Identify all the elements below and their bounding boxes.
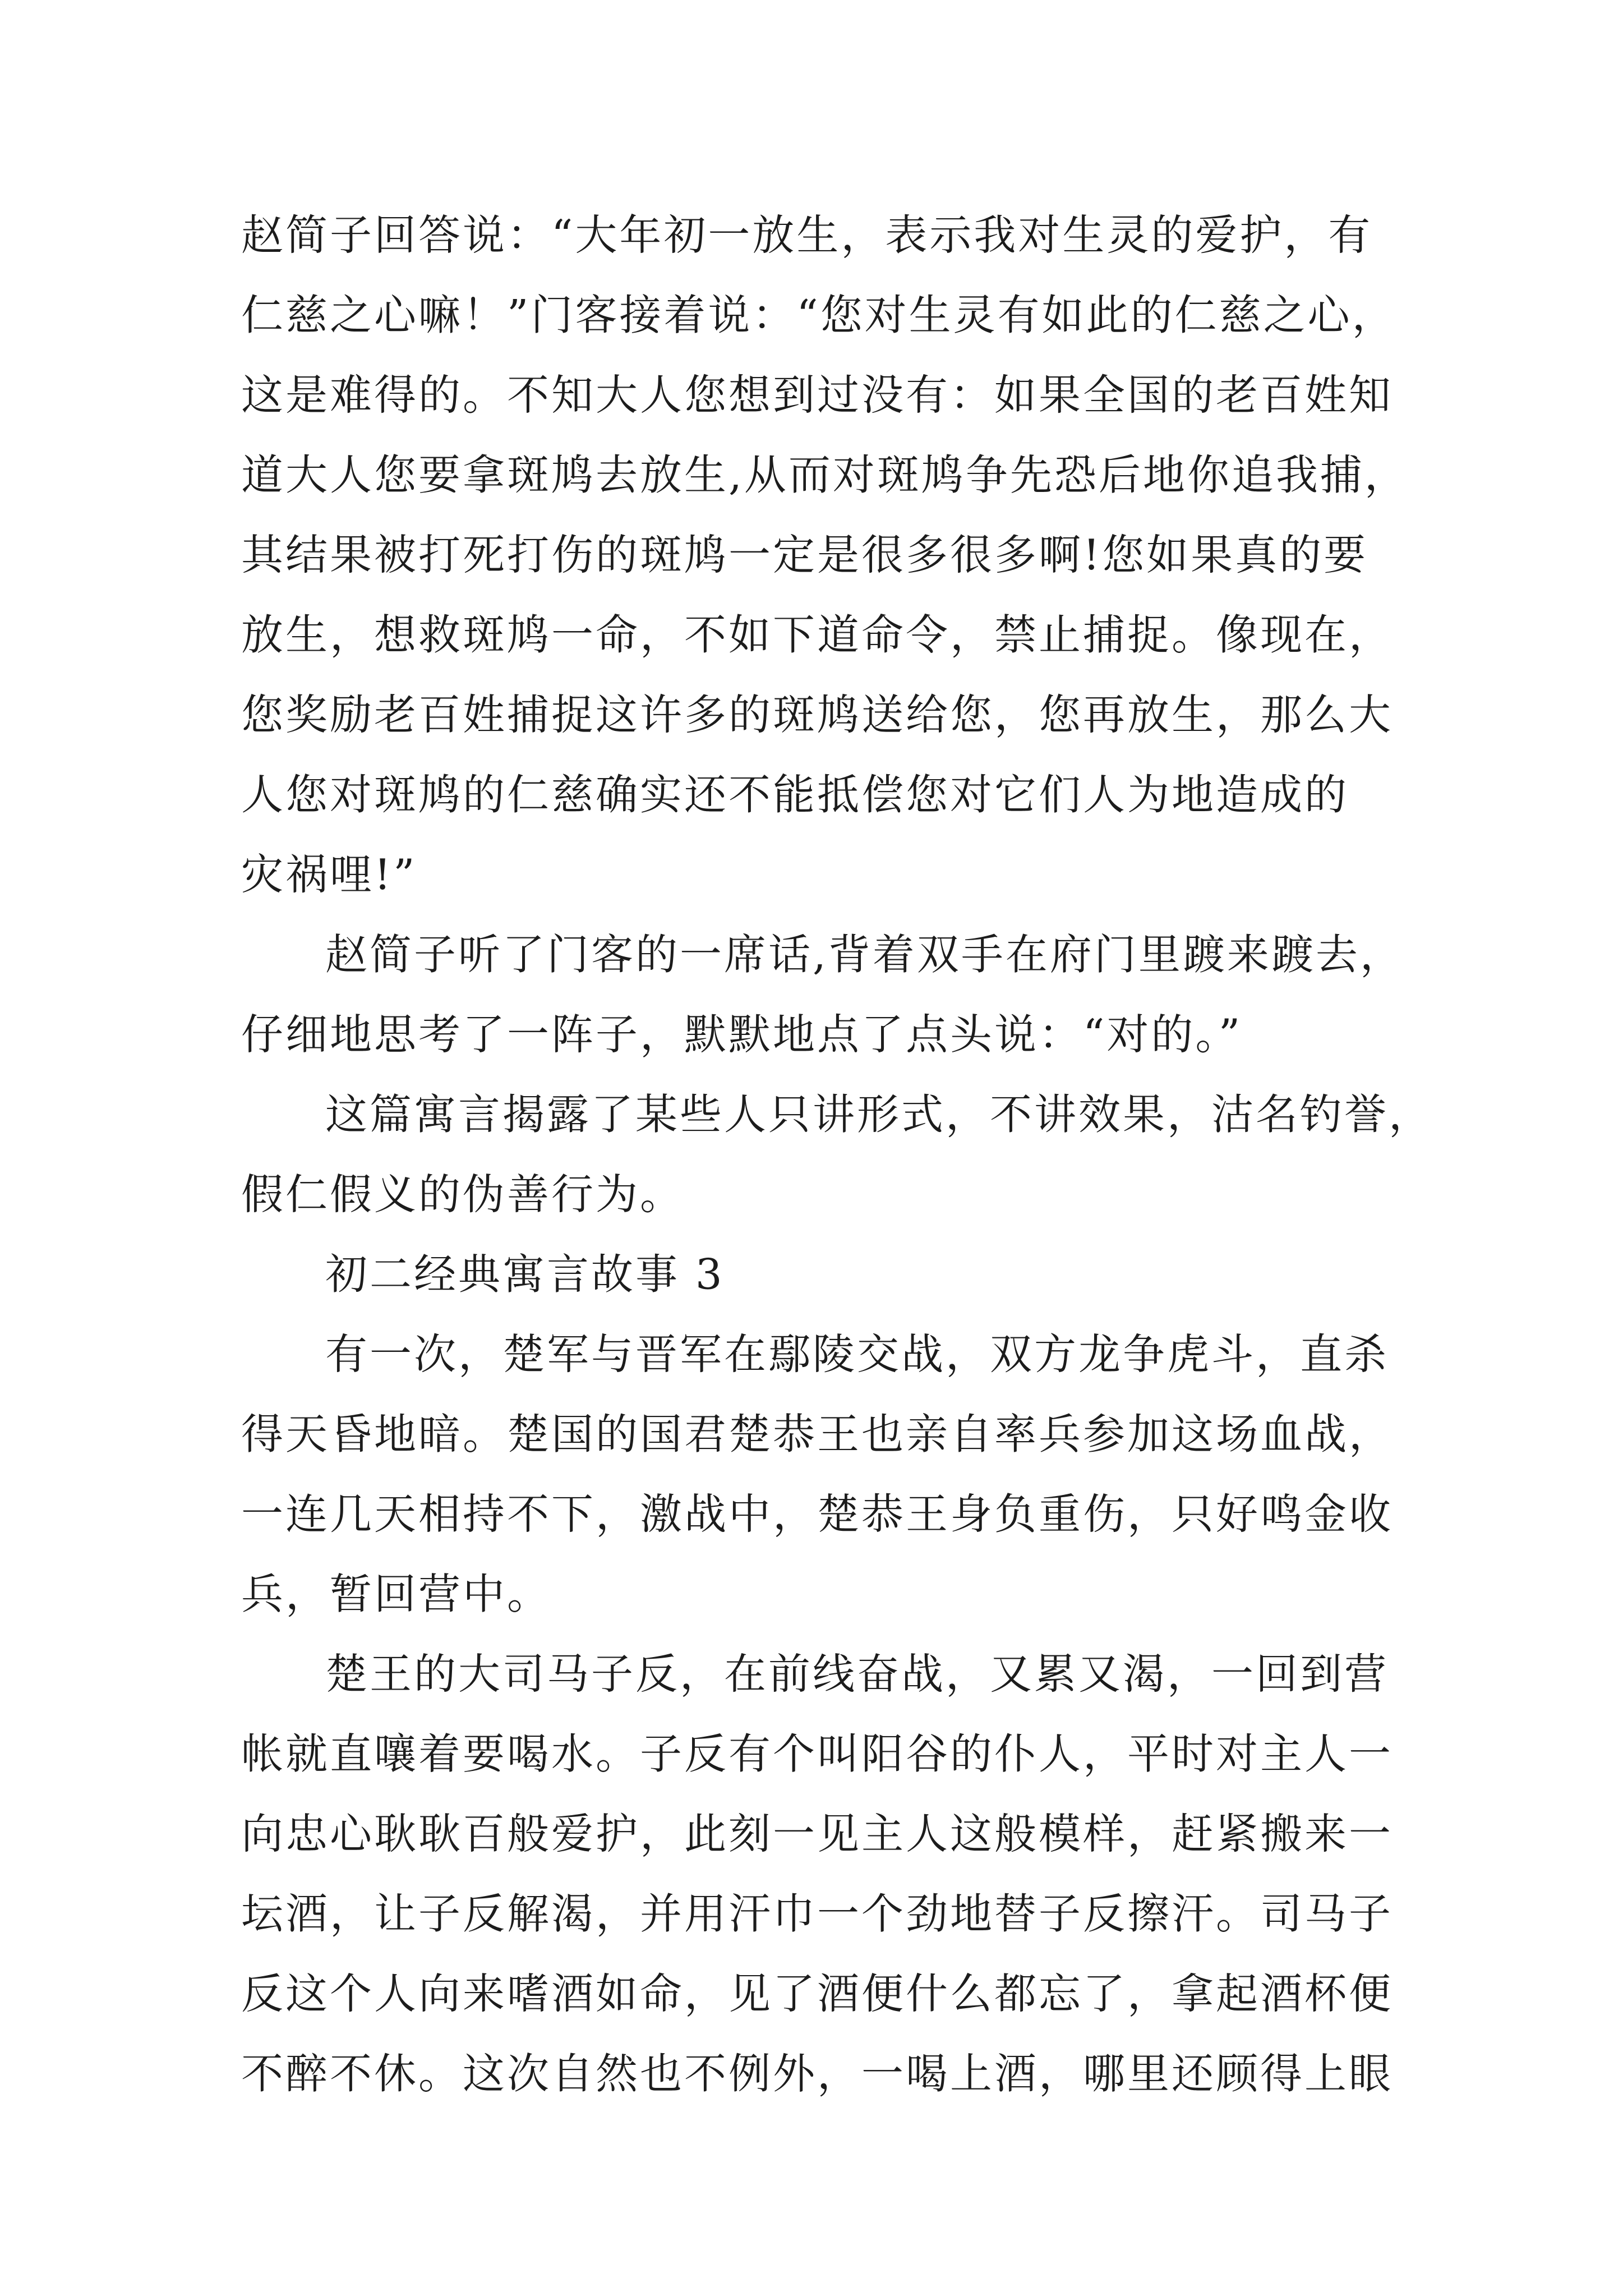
- text-line: 兵，暂回营中。: [241, 1571, 552, 1620]
- text-line: 反这个人向来嗜酒如命，见了酒便什么都忘了，拿起酒杯便: [241, 1970, 1394, 2019]
- text-line: 赵简子听了门客的一席话,背着双手在府门里踱来踱去，: [325, 931, 1404, 981]
- text-line: 假仁假义的伪善行为。: [241, 1171, 684, 1220]
- text-line: 放生，想救斑鸠一命，不如下道命令，禁止捕捉。像现在，: [241, 611, 1394, 661]
- text-line: 坛酒，让子反解渴，并用汗巾一个劲地替子反擦汗。司马子: [241, 1890, 1394, 1940]
- text-line: 这是难得的。不知大人您想到过没有：如果全国的老百姓知: [241, 371, 1394, 421]
- section-heading: 初二经典寓言故事 3: [325, 1251, 725, 1300]
- text-line: 仔细地思考了一阵子，默默地点了点头说：“对的。”: [241, 1011, 1243, 1060]
- text-line: 道大人您要拿斑鸠去放生,从而对斑鸠争先恐后地你追我捕，: [241, 452, 1409, 501]
- text-line: 您奖励老百姓捕捉这许多的斑鸠送给您，您再放生，那么大: [241, 691, 1394, 740]
- text-line: 有一次，楚军与晋军在鄢陵交战，双方龙争虎斗，直杀: [325, 1331, 1389, 1380]
- text-line: 赵简子回答说：“大年初一放生，表示我对生灵的爱护，有: [241, 211, 1373, 261]
- text-line: 一连几天相持不下，激战中，楚恭王身负重伤，只好鸣金收: [241, 1490, 1394, 1540]
- text-line: 不醉不休。这次自然也不例外，一喝上酒，哪里还顾得上眼: [241, 2050, 1394, 2100]
- text-line: 楚王的大司马子反，在前线奋战，又累又渴，一回到营: [325, 1650, 1389, 1700]
- text-line: 帐就直嚷着要喝水。子反有个叫阳谷的仆人，平时对主人一: [241, 1731, 1394, 1780]
- text-line: 这篇寓言揭露了某些人只讲形式，不讲效果，沽名钓誉，: [325, 1091, 1433, 1140]
- text-line: 仁慈之心嘛！”门客接着说：“您对生灵有如此的仁慈之心，: [241, 292, 1396, 341]
- text-line: 其结果被打死打伤的斑鸠一定是很多很多啊!您如果真的要: [241, 531, 1368, 581]
- text-line: 灾祸哩!”: [241, 851, 417, 900]
- text-line: 向忠心耿耿百般爱护，此刻一见主人这般模样，赶紧搬来一: [241, 1810, 1394, 1860]
- text-line: 得天昏地暗。楚国的国君楚恭王也亲自率兵参加这场血战，: [241, 1411, 1394, 1460]
- text-line: 人您对斑鸠的仁慈确实还不能抵偿您对它们人为地造成的: [241, 771, 1349, 821]
